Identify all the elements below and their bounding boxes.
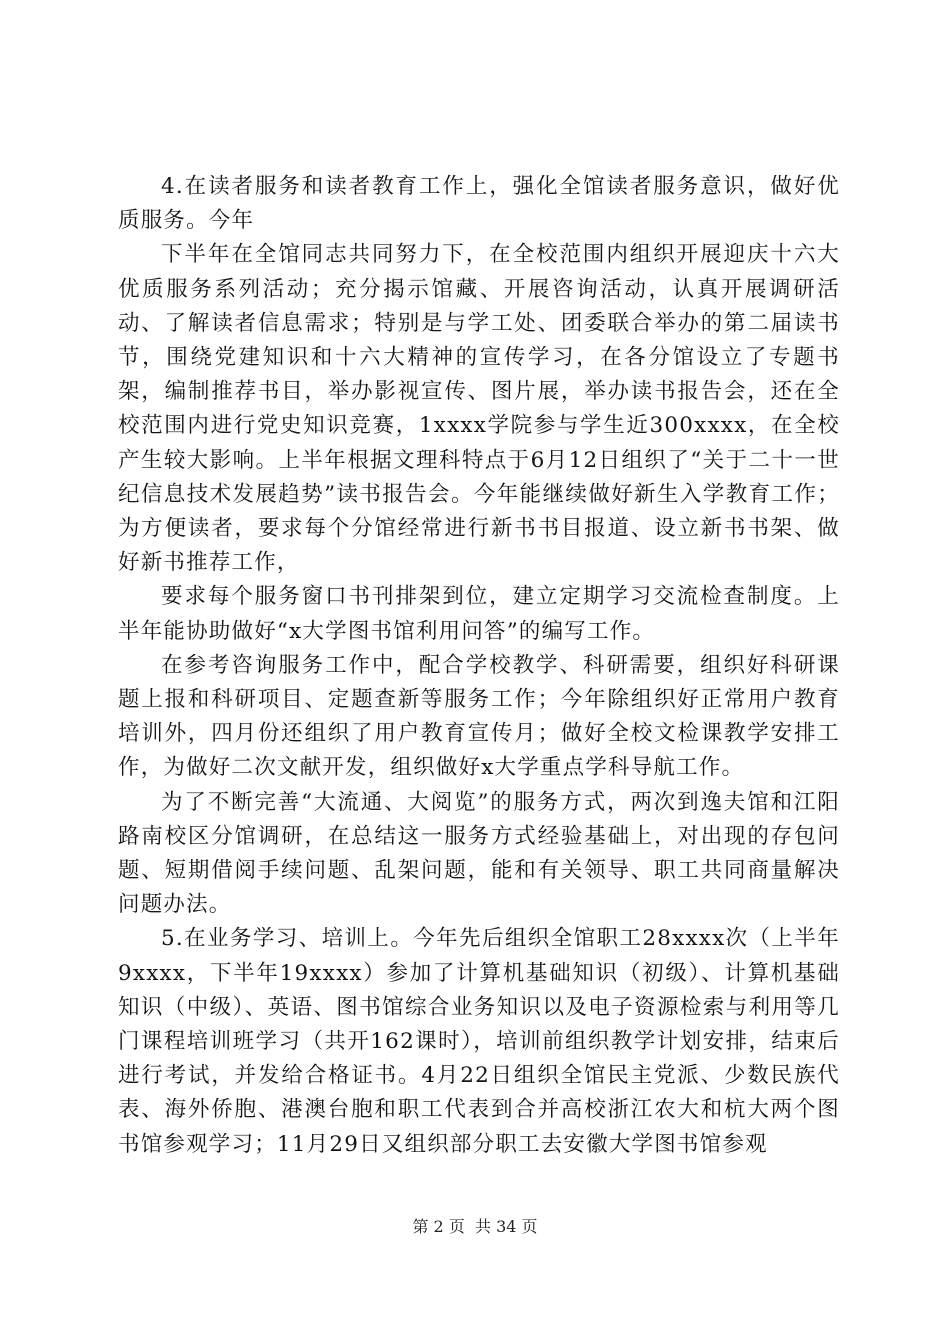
paragraph-reader-services: 4.在读者服务和读者教育工作上，强化全馆读者服务意识，做好优质服务。今年 [118, 174, 840, 234]
paragraph-second-half-activities: 下半年在全馆同志共同努力下，在全校范围内组织开展迎庆十六大优质服务系列活动；充分揭示馆藏、开展咨询活动，认真开展调研活动、了解读者信息需求；特别是与学工处、团委联合举办的第二届读书节，围绕党建知识和十六大精神的宣传学习，在各分馆设立了专题书架，编制推荐书目，举办影视宣传、图片展，举办读书报告会，还在全校范围内进行党史知识竞赛，1xxxx学院参与学生近300xxxx，在全校产生较大影响。上半年根据文理科特点于6月12日组织了“关于二十一世纪信息技术发展趋势”读书报告会。今年能继续做好新生入学教育工作；为方便读者，要求每个分馆经常进行新书书目报道、设立新书书架、做好新书推荐工作， [118, 242, 840, 576]
document-body [118, 170, 840, 1162]
paragraph-circulation-reading: 为了不断完善“大流通、大阅览”的服务方式，两次到逸夫馆和江阳路南校区分馆调研，在总结这一服务方式经验基础上，对出现的存包问题、短期借阅手续问题、乱架问题，能和有关领导、职工共同商量解决问题办法。 [118, 789, 840, 918]
paragraph-reference-consulting: 在参考咨询服务工作中，配合学校教学、科研需要，组织好科研课题上报和科研项目、定题查新等服务工作；今年除组织好正常用户教育培训外，四月份还组织了用户教育宣传月；做好全校文检课教学安排工作，为做好二次文献开发，组织做好x大学重点学科导航工作。 [118, 652, 840, 781]
paragraph-training: 5.在业务学习、培训上。今年先后组织全馆职工28xxxx次（上半年9xxxx，下半年19xxxx）参加了计算机基础知识（初级）、计算机基础知识（中级）、英语、图书馆综合业务知识以及电子资源检索与利用等几门课程培训班学习（共开162课时），培训前组织教学计划安排，结束后进行考试，并发给合格证书。4月22日组织全馆民主党派、少数民族代表、海外侨胞、港澳台胞和职工代表到合并高校浙江农大和杭大两个图书馆参观学习；11月29日又组织部分职工去安徽大学图书馆参观 [118, 926, 840, 1157]
paragraph-service-windows: 要求每个服务窗口书刊排架到位，建立定期学习交流检查制度。上半年能协助做好“x大学图书馆利用问答”的编写工作。 [118, 584, 840, 644]
page-number-footer: 第 2 页 共 34 页 [412, 1217, 538, 1236]
